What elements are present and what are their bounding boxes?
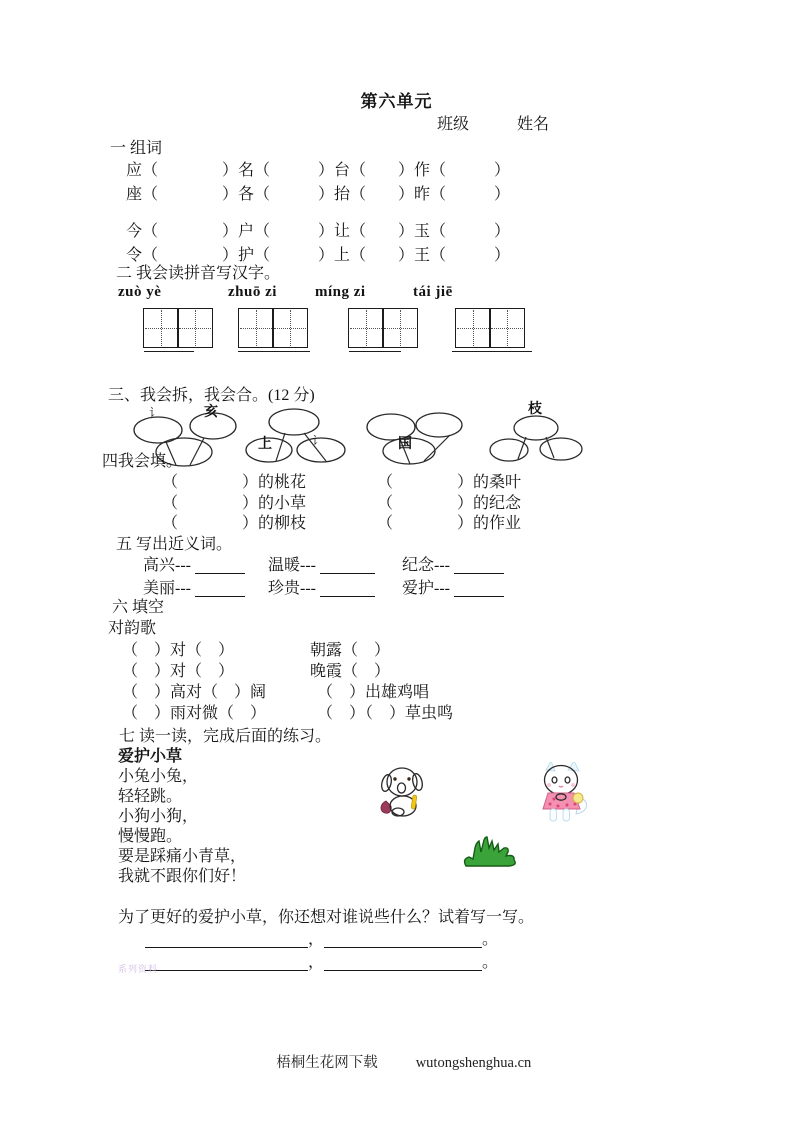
radical-label: 讠 bbox=[149, 407, 160, 419]
section5-heading: 五 写出近义词。 bbox=[116, 536, 233, 553]
synonym-item: 珍贵--- bbox=[268, 579, 375, 598]
footer-site-name: 梧桐生花网下载 bbox=[276, 1055, 378, 1072]
section3-heading: 三、我会拆，我会合。(12 分) bbox=[108, 387, 315, 404]
pinyin-label: tái jiē bbox=[413, 284, 453, 300]
watermark: 系列资料 bbox=[118, 964, 159, 974]
answer-blank bbox=[454, 584, 504, 597]
poem-line: 轻轻跳。 bbox=[118, 788, 183, 805]
tianzige-cell bbox=[272, 308, 308, 348]
rhyme-row: 朝露（ ） bbox=[310, 642, 391, 659]
footer-site-url: wutongshenghua.cn bbox=[415, 1055, 532, 1072]
pinyin-label: zhuō zi bbox=[228, 284, 277, 300]
word-row: 应（ ）名（ ）台（ ）作（ ） bbox=[126, 162, 511, 179]
poem-line: 我就不跟你们好！ bbox=[118, 868, 247, 885]
kitten-image bbox=[534, 762, 592, 826]
poem-line: 要是踩痛小青草， bbox=[118, 848, 247, 865]
section6-subheading: 对韵歌 bbox=[108, 620, 157, 637]
answer-blank bbox=[195, 584, 245, 597]
synonym-item: 温暖--- bbox=[268, 556, 375, 575]
page-footer bbox=[0, 1038, 793, 1090]
answer-blank bbox=[145, 935, 308, 948]
tianzige-cell bbox=[455, 308, 491, 348]
split-diagram-3 bbox=[360, 398, 470, 470]
section2-heading: 二 我会读拼音写汉字。 bbox=[116, 265, 281, 282]
rhyme-row: （ ）对（ ） bbox=[122, 642, 235, 659]
radical-label: 讠 bbox=[312, 435, 323, 447]
rhyme-row: （ ）雨对微（ ） bbox=[122, 705, 267, 722]
writing-prompt: 为了更好的爱护小草，你还想对谁说些什么？试着写一写。 bbox=[118, 909, 535, 926]
section4-heading: 四我会填。 bbox=[102, 453, 183, 470]
fill-row: （ ）的桑叶 bbox=[377, 474, 522, 491]
answer-blank bbox=[195, 561, 245, 574]
poem-line: 小狗小狗， bbox=[118, 808, 199, 825]
fill-row: （ ）的作业 bbox=[377, 515, 522, 532]
synonym-item: 纪念--- bbox=[402, 556, 504, 575]
poem-line: 慢慢跑。 bbox=[118, 828, 183, 845]
page-title: 第六单元 bbox=[360, 92, 433, 111]
section6-heading: 六 填空 bbox=[112, 599, 165, 616]
rhyme-row: （ ）高对（ ）阔 bbox=[122, 684, 267, 701]
tianzige-cell bbox=[143, 308, 179, 348]
fill-row: （ ）的纪念 bbox=[377, 495, 522, 512]
component-label: 亥 bbox=[204, 405, 218, 420]
poem-title: 爱护小草 bbox=[118, 748, 183, 765]
synonym-item: 爱护--- bbox=[402, 579, 504, 598]
answer-row: ， 。 bbox=[145, 953, 498, 972]
answer-blank bbox=[145, 958, 308, 971]
whole-character-label: 国 bbox=[398, 437, 412, 452]
rhyme-row: （ ）（ ）草虫鸣 bbox=[317, 705, 454, 722]
word-row: 座（ ）各（ ）抬（ ）昨（ ） bbox=[126, 186, 511, 203]
section1-heading: 一 组词 bbox=[110, 140, 163, 157]
pinyin-label: míng zi bbox=[315, 284, 366, 300]
answer-blank bbox=[324, 935, 482, 948]
tianzige-grid bbox=[455, 308, 525, 354]
word-row: 令（ ）护（ ）上（ ）王（ ） bbox=[126, 247, 511, 264]
fill-row: （ ）的柳枝 bbox=[162, 515, 307, 532]
grid-underline bbox=[144, 351, 194, 352]
grid-underline bbox=[238, 351, 310, 352]
pinyin-label: zuò yè bbox=[118, 284, 162, 300]
component-label: 上 bbox=[258, 437, 272, 452]
section7-heading: 七 读一读，完成后面的练习。 bbox=[119, 728, 332, 745]
word-row: 今（ ）户（ ）让（ ）玉（ ） bbox=[126, 223, 511, 240]
rhyme-row: （ ）对（ ） bbox=[122, 663, 235, 680]
poem-line: 小兔小兔， bbox=[118, 768, 199, 785]
tianzige-cell bbox=[177, 308, 213, 348]
combine-diagram-2 bbox=[242, 400, 352, 470]
grass-image bbox=[462, 836, 518, 868]
answer-blank bbox=[324, 958, 482, 971]
rhyme-row: （ ）出雄鸡唱 bbox=[317, 684, 430, 701]
answer-row: ， 。 bbox=[145, 930, 498, 949]
answer-blank bbox=[320, 584, 375, 597]
tianzige-cell bbox=[348, 308, 384, 348]
answer-blank bbox=[320, 561, 375, 574]
whole-character-label: 枝 bbox=[528, 402, 542, 417]
split-diagram-4 bbox=[478, 398, 590, 468]
synonym-item: 美丽--- bbox=[143, 579, 245, 598]
tianzige-cell bbox=[238, 308, 274, 348]
tianzige-grid bbox=[348, 308, 418, 354]
grid-underline bbox=[452, 351, 532, 352]
tianzige-cell bbox=[489, 308, 525, 348]
answer-blank bbox=[454, 561, 504, 574]
synonym-item: 高兴--- bbox=[143, 556, 245, 575]
puppy-image bbox=[378, 766, 426, 818]
fill-row: （ ）的桃花 bbox=[162, 474, 307, 491]
fill-row: （ ）的小草 bbox=[162, 495, 307, 512]
rhyme-row: 晚霞（ ） bbox=[310, 663, 391, 680]
class-label: 班级 bbox=[437, 116, 470, 133]
grid-underline bbox=[349, 351, 401, 352]
tianzige-grid bbox=[143, 308, 213, 354]
name-label: 姓名 bbox=[517, 116, 550, 133]
tianzige-grid bbox=[238, 308, 308, 354]
tianzige-cell bbox=[382, 308, 418, 348]
